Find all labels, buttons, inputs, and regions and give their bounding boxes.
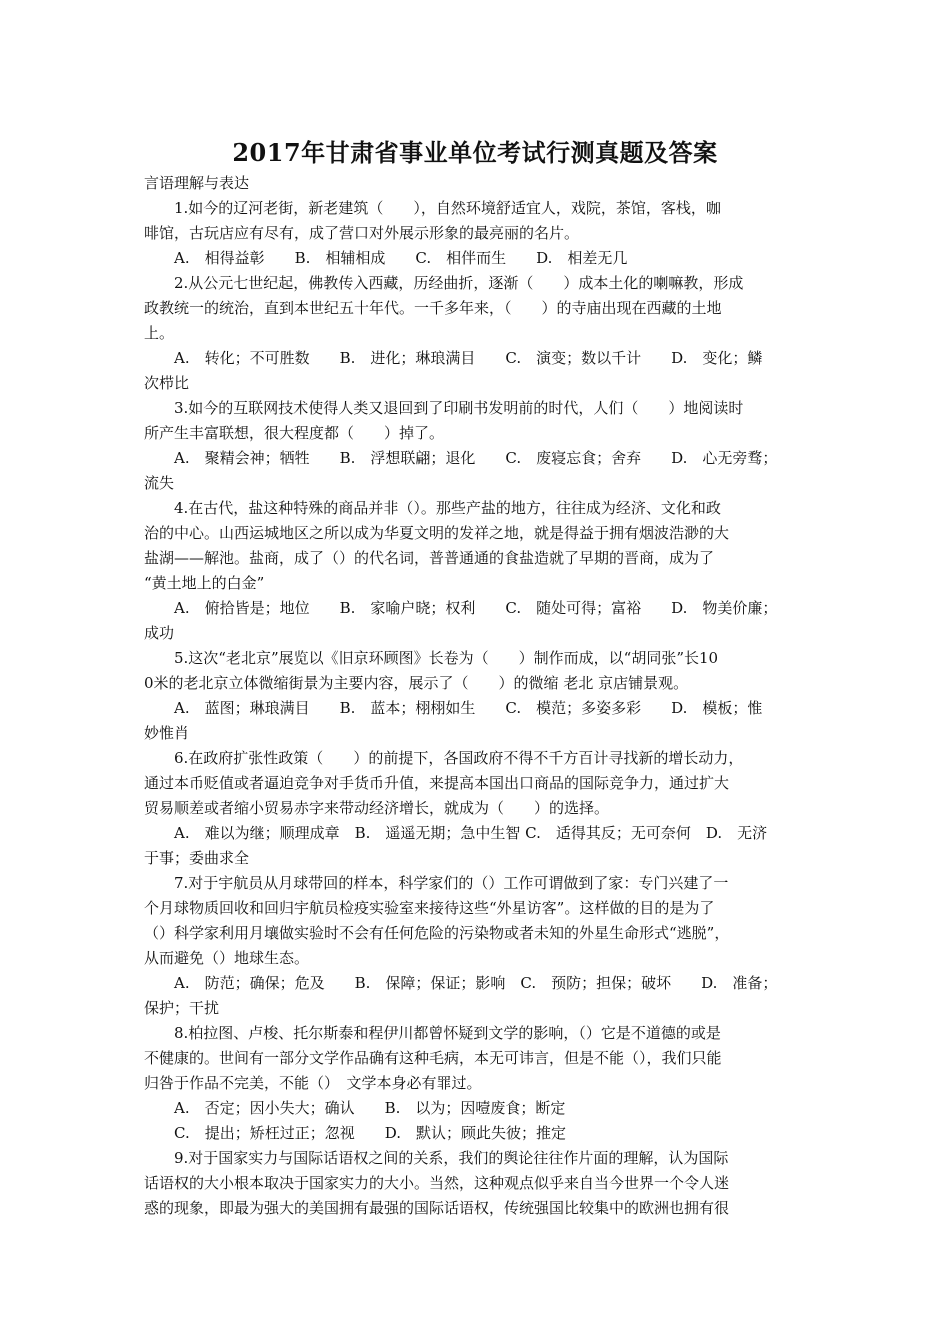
question-3 xyxy=(144,396,804,496)
question-stem-line: “黄土地上的白金” xyxy=(144,574,265,592)
question-2 xyxy=(144,271,804,396)
question-stem-line: 所产生丰富联想，很大程度都（ ）掉了。 xyxy=(144,424,445,442)
question-stem-line: 4.在古代，盐这种特殊的商品并非（）。那些产盐的地方，往往成为经济、文化和政 xyxy=(174,499,721,517)
question-options-line: 妙惟肖 xyxy=(144,724,190,742)
question-stem-line: 盐湖——解池。盐商，成了（）的代名词，普普通通的食盐造就了早期的晋商，成为了 xyxy=(144,549,715,567)
question-stem-line: 9.对于国家实力与国际话语权之间的关系，我们的舆论往往作片面的理解，认为国际 xyxy=(174,1149,729,1167)
question-stem-line: 政教统一的统治，直到本世纪五十年代。一千多年来，（ ）的寺庙出现在西藏的土地 xyxy=(144,299,722,317)
question-stem-line: 通过本币贬值或者逼迫竞争对手货币升值，来提高本国出口商品的国际竞争力，通过扩大 xyxy=(144,774,730,792)
question-8 xyxy=(144,1021,804,1146)
question-stem-line: 8.柏拉图、卢梭、托尔斯泰和程伊川都曾怀疑到文学的影响，（）它是不道德的或是 xyxy=(174,1024,721,1042)
section-heading: 言语理解与表达 xyxy=(144,174,250,192)
question-stem-line: 上。 xyxy=(144,324,175,342)
question-options-line: C. 提出；矫枉过正；忽视 D. 默认；顾此失彼；推定 xyxy=(174,1124,566,1142)
question-1 xyxy=(144,196,804,271)
question-options-line: A. 否定；因小失大；确认 B. 以为；因噎废食；断定 xyxy=(174,1099,566,1117)
question-options-line: A. 防范；确保；危及 B. 保障；保证；影响 C. 预防；担保；破坏 D. 准备； xyxy=(174,974,778,992)
question-stem-line: 不健康的。世间有一部分文学作品确有这种毛病，本无可讳言，但是不能（），我们只能 xyxy=(144,1049,722,1067)
question-options-line: A. 俯拾皆是；地位 B. 家喻户晓；权利 C. 随处可得；富裕 D. 物美价廉； xyxy=(174,599,778,617)
question-options-line: A. 相得益彰 B. 相辅相成 C. 相伴而生 D. 相差无几 xyxy=(174,249,628,267)
question-stem-line: 从而避免（）地球生态。 xyxy=(144,949,310,967)
question-9 xyxy=(144,1146,804,1221)
question-stem-line: 贸易顺差或者缩小贸易赤字来带动经济增长，就成为（ ）的选择。 xyxy=(144,799,610,817)
question-options-line: 保护；干扰 xyxy=(144,999,220,1017)
question-stem-line: 个月球物质回收和回归宇航员检疫实验室来接待这些“外星访客”。这样做的目的是为了 xyxy=(144,899,715,917)
document-body xyxy=(144,171,804,1221)
question-options-line: A. 转化；不可胜数 B. 进化；琳琅满目 C. 演变；数以千计 D. 变化；鳞 xyxy=(174,349,763,367)
question-stem-line: 7.对于宇航员从月球带回的样本，科学家们的（）工作可谓做到了家：专门兴建了一 xyxy=(174,874,729,892)
question-stem-line: （）科学家利用月壤做实验时不会有任何危险的污染物或者未知的外星生命形式“逃脱”， xyxy=(144,924,730,942)
question-stem-line: 2.从公元七世纪起，佛教传入西藏，历经曲折，逐渐（ ）成本土化的喇嘛教，形成 xyxy=(174,274,744,292)
question-5 xyxy=(144,646,804,746)
question-stem-line: 5.这次“老北京”展览以《旧京环顾图》长卷为（ ）制作而成，以“胡同张”长10 xyxy=(174,649,719,667)
question-options-line: A. 聚精会神；牺牲 B. 浮想联翩；退化 C. 废寝忘食；舍弃 D. 心无旁骛； xyxy=(174,449,778,467)
question-7 xyxy=(144,871,804,1021)
question-options-line: 次栉比 xyxy=(144,374,190,392)
question-4 xyxy=(144,496,804,646)
question-stem-line: 3.如今的互联网技术使得人类又退回到了印刷书发明前的时代，人们（ ）地阅读时 xyxy=(174,399,744,417)
question-options-line: 成功 xyxy=(144,624,175,642)
question-stem-line: 惑的现象，即最为强大的美国拥有最强的国际话语权，传统强国比较集中的欧洲也拥有很 xyxy=(144,1199,730,1217)
question-options-line: 于事；委曲求全 xyxy=(144,849,250,867)
document-title: 2017年甘肃省事业单位考试行测真题及答案 xyxy=(232,138,718,167)
question-options-line: A. 难以为继；顺理成章 B. 遥遥无期；急中生智 C. 适得其反；无可奈何 D. 无济 xyxy=(174,824,768,842)
question-stem-line: 归咎于作品不完美，不能（） 文学本身必有罪过。 xyxy=(144,1074,482,1092)
question-stem-line: 话语权的大小根本取决于国家实力的大小。当然，这种观点似乎来自当今世界一个令人迷 xyxy=(144,1174,730,1192)
question-6 xyxy=(144,746,804,871)
question-stem-line: 1.如今的辽河老街，新老建筑（ ），自然环境舒适宜人，戏院，茶馆，客栈，咖 xyxy=(174,199,721,217)
question-stem-line: 治的中心。山西运城地区之所以成为华夏文明的发祥之地，就是得益于拥有烟波浩渺的大 xyxy=(144,524,730,542)
question-options-line: A. 蓝图；琳琅满目 B. 蓝本；栩栩如生 C. 模范；多姿多彩 D. 模板；惟 xyxy=(174,699,763,717)
question-stem-line: 6.在政府扩张性政策（ ）的前提下，各国政府不得不千方百计寻找新的增长动力， xyxy=(174,749,744,767)
question-options-line: 流失 xyxy=(144,474,175,492)
question-stem-line: 啡馆，古玩店应有尽有，成了营口对外展示形象的最亮丽的名片。 xyxy=(144,224,580,242)
question-stem-line: 0米的老北京立体微缩街景为主要内容，展示了（ ）的微缩 老北 京店铺景观。 xyxy=(144,674,689,692)
